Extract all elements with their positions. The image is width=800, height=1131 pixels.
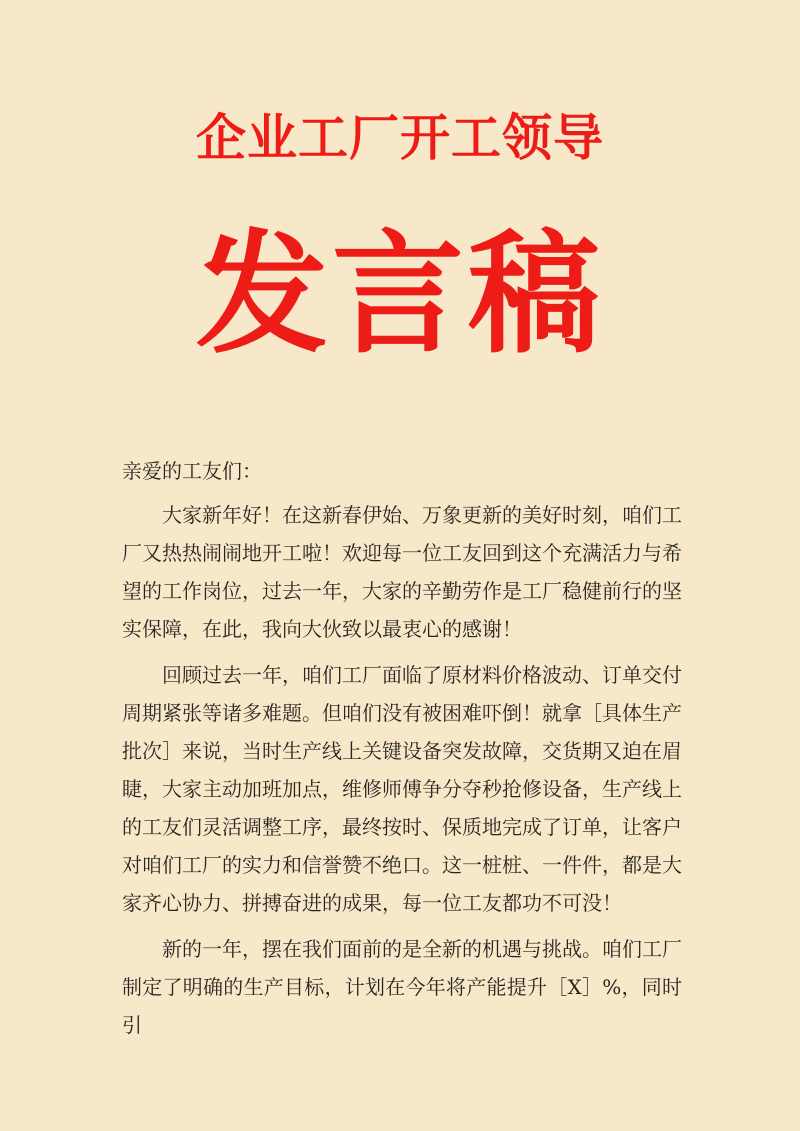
document-subtitle: 企业工厂开工领导 bbox=[196, 109, 604, 167]
paragraph-1: 大家新年好！在这新春伊始、万象更新的美好时刻，咱们工厂又热热闹闹地开工啦！欢迎每一位工友回到这个充满活力与希望的工作岗位，过去一年，大家的辛勤劳作是工厂稳健前行的坚实保障，在此，我向大伙致以最衷心的感谢！ bbox=[122, 503, 682, 641]
document-title: 发言稿 bbox=[196, 218, 604, 372]
paragraph-3: 新的一年，摆在我们面前的是全新的机遇与挑战。咱们工厂制定了明确的生产目标，计划在今年将产能提升［X］%，同时引 bbox=[122, 937, 682, 1037]
salutation: 亲爱的工友们： bbox=[122, 459, 262, 483]
paragraph-2: 回顾过去一年，咱们工厂面临了原材料价格波动、订单交付周期紧张等诸多难题。但咱们没有被困难吓倒！就拿［具体生产批次］来说，当时生产线上关键设备突发故障，交货期又迫在眉睫，大家主动加班加点，维修师傅争分夺秒抢修设备，生产线上的工友们灵活调整工序，最终按时、保质地完成了订单，让客户对咱们工厂的实力和信誉赞不绝口。这一桩桩、一件件，都是大家齐心协力、拼搏奋进的成果，每一位工友都功不可没！ bbox=[122, 663, 682, 915]
document-body bbox=[122, 452, 682, 1052]
